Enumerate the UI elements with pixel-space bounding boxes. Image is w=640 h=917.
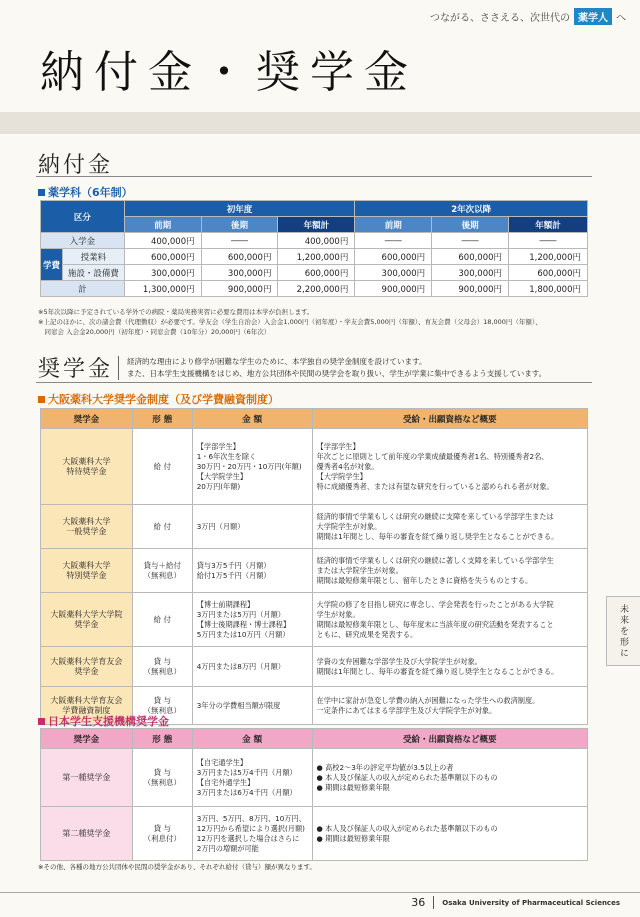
fee-cell: 400,000円 (124, 233, 201, 249)
university-name: Osaka University of Pharmaceutical Sciences (442, 898, 620, 907)
fee-cell: 1,200,000円 (278, 249, 355, 265)
fee-group-label: 学費 (41, 249, 63, 281)
scholarship-form: 給 付 (132, 429, 192, 505)
fee-header-zenki: 前期 (124, 217, 201, 233)
scholarship-amount: 4万円または8万円（月額） (192, 647, 312, 687)
page-title: 納付金・奨学金 (40, 47, 418, 98)
fee-cell: 300,000円 (432, 265, 509, 281)
osaka-header-name: 奨学金 (41, 409, 133, 429)
fee-cell: 600,000円 (432, 249, 509, 265)
scholarship-amount: 3年分の学費相当額が限度 (192, 687, 312, 725)
fee-cell: ―― (509, 233, 588, 249)
fee-cell: 900,000円 (432, 281, 509, 297)
fee-cell: 300,000円 (201, 265, 278, 281)
scholarship-qual: ● 本人及び保証人の収入が定められた基準額以下のもの ● 期間は最短修業年限 (312, 807, 587, 861)
desc-line: また、日本学生支援機構をはじめ、地方公共団体や民間の奨学会を取り扱い、学生が学業に集中できるよう支援しています。 (127, 369, 547, 378)
fee-cell: ―― (355, 233, 432, 249)
fee-header-zenki-2: 前期 (355, 217, 432, 233)
scholarship-form: 貸 与 （無利息） (132, 687, 192, 725)
fee-cell: 600,000円 (355, 249, 432, 265)
footer (411, 896, 620, 909)
fee-cell: ―― (432, 233, 509, 249)
scholarship-form: 貸 与 （無利息） (132, 647, 192, 687)
footer-divider (0, 892, 640, 893)
table-row (41, 647, 588, 687)
osaka-subtitle (38, 391, 279, 407)
fee-header-total-2: 年額計 (509, 217, 588, 233)
scholarship-qual: 学資の支弁困難な学部学生及び大学院学生が対象。 期間は1年間とし、毎年の審査を経て繰り返し奨学生となることができる。 (312, 647, 587, 687)
osaka-header-amount: 金 額 (192, 409, 312, 429)
scholarship-name: 第一種奨学金 (41, 749, 133, 807)
divider (36, 176, 592, 177)
fee-cell: 600,000円 (124, 249, 201, 265)
fees-subtitle (38, 184, 133, 200)
fee-cell: 300,000円 (355, 265, 432, 281)
scholarship-name: 第二種奨学金 (41, 807, 133, 861)
osaka-header-qual: 受給・出願資格など概要 (312, 409, 587, 429)
table-row (41, 749, 588, 807)
fee-cell: 300,000円 (124, 265, 201, 281)
desc-line: 経済的な理由により修学が困難な学生のために、本学独自の奨学金制度を設けています。 (127, 357, 427, 366)
fee-header-kouki: 後期 (201, 217, 278, 233)
fee-cell: 900,000円 (201, 281, 278, 297)
scholarship-qual: ● 高校2～3年の評定平均値が3.5以上の者 ● 本人及び保証人の収入が定められた基準額以下のもの ● 期間は最短修業年限 (312, 749, 587, 807)
fee-cell: 1,800,000円 (509, 281, 588, 297)
fee-row-label: 授業料 (62, 249, 124, 265)
table-row (41, 593, 588, 647)
scholarship-form: 貸 与 （無利息） (132, 749, 192, 807)
scholarship-amount: 3万円（月額） (192, 505, 312, 549)
scholarship-qual: 大学院の修了を目指し研究に専念し、学会発表を行ったことがある大学院 学生が対象。 期間は最短修業年限とし、毎年度末に当該年度の研究活動を発表すること ともに、研究成果を発表する。 (312, 593, 587, 647)
page-number: 36 (411, 896, 434, 909)
fee-row-label: 計 (41, 281, 125, 297)
scholarship-form: 貸 与 （利息付） (132, 807, 192, 861)
scholarship-form: 給 付 (132, 593, 192, 647)
footnote: ※その他、各種の地方公共団体や民間の奨学金があり、それぞれ給付（貸与）額が異なります。 (38, 863, 316, 871)
scholarship-amount: 【学部学生】 1・6年次生を除く 30万円・20万円・10万円(年額) 【大学院学生】 20万円(年額) (192, 429, 312, 505)
table-row (41, 505, 588, 549)
scholarship-name: 大阪薬科大学 一般奨学金 (41, 505, 133, 549)
scholarship-name: 大阪薬科大学 特別奨学金 (41, 549, 133, 593)
square-bullet-icon (38, 189, 45, 196)
header-band (0, 112, 640, 134)
osaka-header-form: 形 態 (132, 409, 192, 429)
table-row (41, 549, 588, 593)
jasso-header-form: 形 態 (132, 729, 192, 749)
table-row (41, 265, 588, 281)
fee-cell: ―― (201, 233, 278, 249)
scholarship-description (118, 356, 598, 380)
fee-header-kubun: 区分 (41, 201, 125, 233)
osaka-scholarship-table (40, 408, 588, 725)
scholarship-name: 大阪薬科大学 特待奨学金 (41, 429, 133, 505)
fee-cell: 600,000円 (509, 265, 588, 281)
divider (36, 382, 592, 383)
fee-cell: 2,200,000円 (278, 281, 355, 297)
jasso-header-amount: 金 額 (192, 729, 312, 749)
scholarship-amount: 3万円、5万円、8万円、10万円、 12万円から希望により選択(月額) 12万円を選択した場合はさらに 2万円の増額が可能 (192, 807, 312, 861)
scholarship-form: 貸与＋給付 （無利息） (132, 549, 192, 593)
header-tagline (430, 8, 626, 25)
fee-header-year2: 2年次以降 (355, 201, 588, 217)
jasso-scholarship-table (40, 728, 588, 861)
fee-notes (38, 307, 542, 337)
fee-cell: 1,300,000円 (124, 281, 201, 297)
side-tab: 未来を形に (606, 596, 640, 666)
fees-subtitle-text: 薬学科（6年制） (48, 186, 133, 199)
jasso-header-qual: 受給・出願資格など概要 (312, 729, 587, 749)
scholarship-amount: 【博士前期課程】 3万円または5万円（月額） 【博士後期課程・博士課程】 5万円または10万円（月額） (192, 593, 312, 647)
fee-cell: 1,200,000円 (509, 249, 588, 265)
fee-table (40, 200, 588, 297)
tagline-text: つながる、ささえる、次世代の (430, 13, 570, 24)
fee-row-label: 入学金 (41, 233, 125, 249)
fees-section-title: 納付金 (38, 153, 114, 178)
scholarship-name: 大阪薬科大学育友会 学費融資制度 (41, 687, 133, 725)
table-row (41, 807, 588, 861)
scholarship-qual: 【学部学生】 年次ごとに原則として前年度の学業成績最優秀者1名、特別優秀者2名、 優秀者4名が対象。 【大学院学生】 特に成績優秀者、または有望な研究を行っていると認められる者が対象。 (312, 429, 587, 505)
square-bullet-icon (38, 718, 45, 725)
scholarship-qual: 経済的事情で学業もしくは研究の継続に支障を来している学部学生または 大学院学生が対象。 期間は1年間とし、毎年の審査を経て繰り返し奨学生となることができる。 (312, 505, 587, 549)
tagline-suffix: へ (616, 13, 626, 24)
scholarship-name: 大阪薬科大学育友会 奨学金 (41, 647, 133, 687)
jasso-subtitle-text: 日本学生支援機構奨学金 (48, 715, 169, 728)
scholarship-form: 給 付 (132, 505, 192, 549)
note-line: ※上記のほかに、次の諸会費（代理徴収）が必要です。学友会（学生自治会）入会金1,000円（初年度）・学友会費5,000円（年額）、育友会費（父母会）18,000円（年額）、 (38, 318, 542, 326)
scholarship-section-title: 奨学金 (38, 357, 114, 382)
scholarship-amount: 【自宅通学生】 3万円または5万4千円（月額） 【自宅外通学生】 3万円または6万4千円（月額） (192, 749, 312, 807)
table-row (41, 281, 588, 297)
scholarship-name: 大阪薬科大学大学院 奨学金 (41, 593, 133, 647)
fee-cell: 600,000円 (278, 265, 355, 281)
note-line: ※5年次以降に予定されている学外での病院・薬局実務実習に必要な費用は本学が負担します。 (38, 308, 314, 316)
jasso-subtitle (38, 713, 169, 729)
fee-row-label: 施設・設備費 (62, 265, 124, 281)
jasso-header-name: 奨学金 (41, 729, 133, 749)
fee-header-year1: 初年度 (124, 201, 355, 217)
table-row (41, 249, 588, 265)
fee-cell: 900,000円 (355, 281, 432, 297)
table-row (41, 429, 588, 505)
fee-cell: 600,000円 (201, 249, 278, 265)
scholarship-qual: 在学中に家計が急変し学費の納入が困難になった学生への救済制度。 一定条件にあてはまる学部学生及び大学院学生が対象。 (312, 687, 587, 725)
scholarship-qual: 経済的事情で学業もしくは研究の継続に著しく支障を来している学部学生 または大学院学生が対象。 期間は最短修業年限とし、留年したときに資格を失うものとする。 (312, 549, 587, 593)
table-row (41, 233, 588, 249)
fee-cell: 400,000円 (278, 233, 355, 249)
osaka-subtitle-text: 大阪薬科大学奨学金制度（及び学費融資制度） (48, 393, 279, 406)
scholarship-amount: 貸与3万5千円（月額） 給付1万5千円（月額） (192, 549, 312, 593)
square-bullet-icon (38, 396, 45, 403)
fee-header-total: 年額計 (278, 217, 355, 233)
note-line: 同窓会 入会金20,000円（初年度）・同窓会費（10年分）20,000円（6年次） (38, 328, 271, 336)
tagline-badge: 薬学人 (574, 8, 612, 25)
fee-header-kouki-2: 後期 (432, 217, 509, 233)
